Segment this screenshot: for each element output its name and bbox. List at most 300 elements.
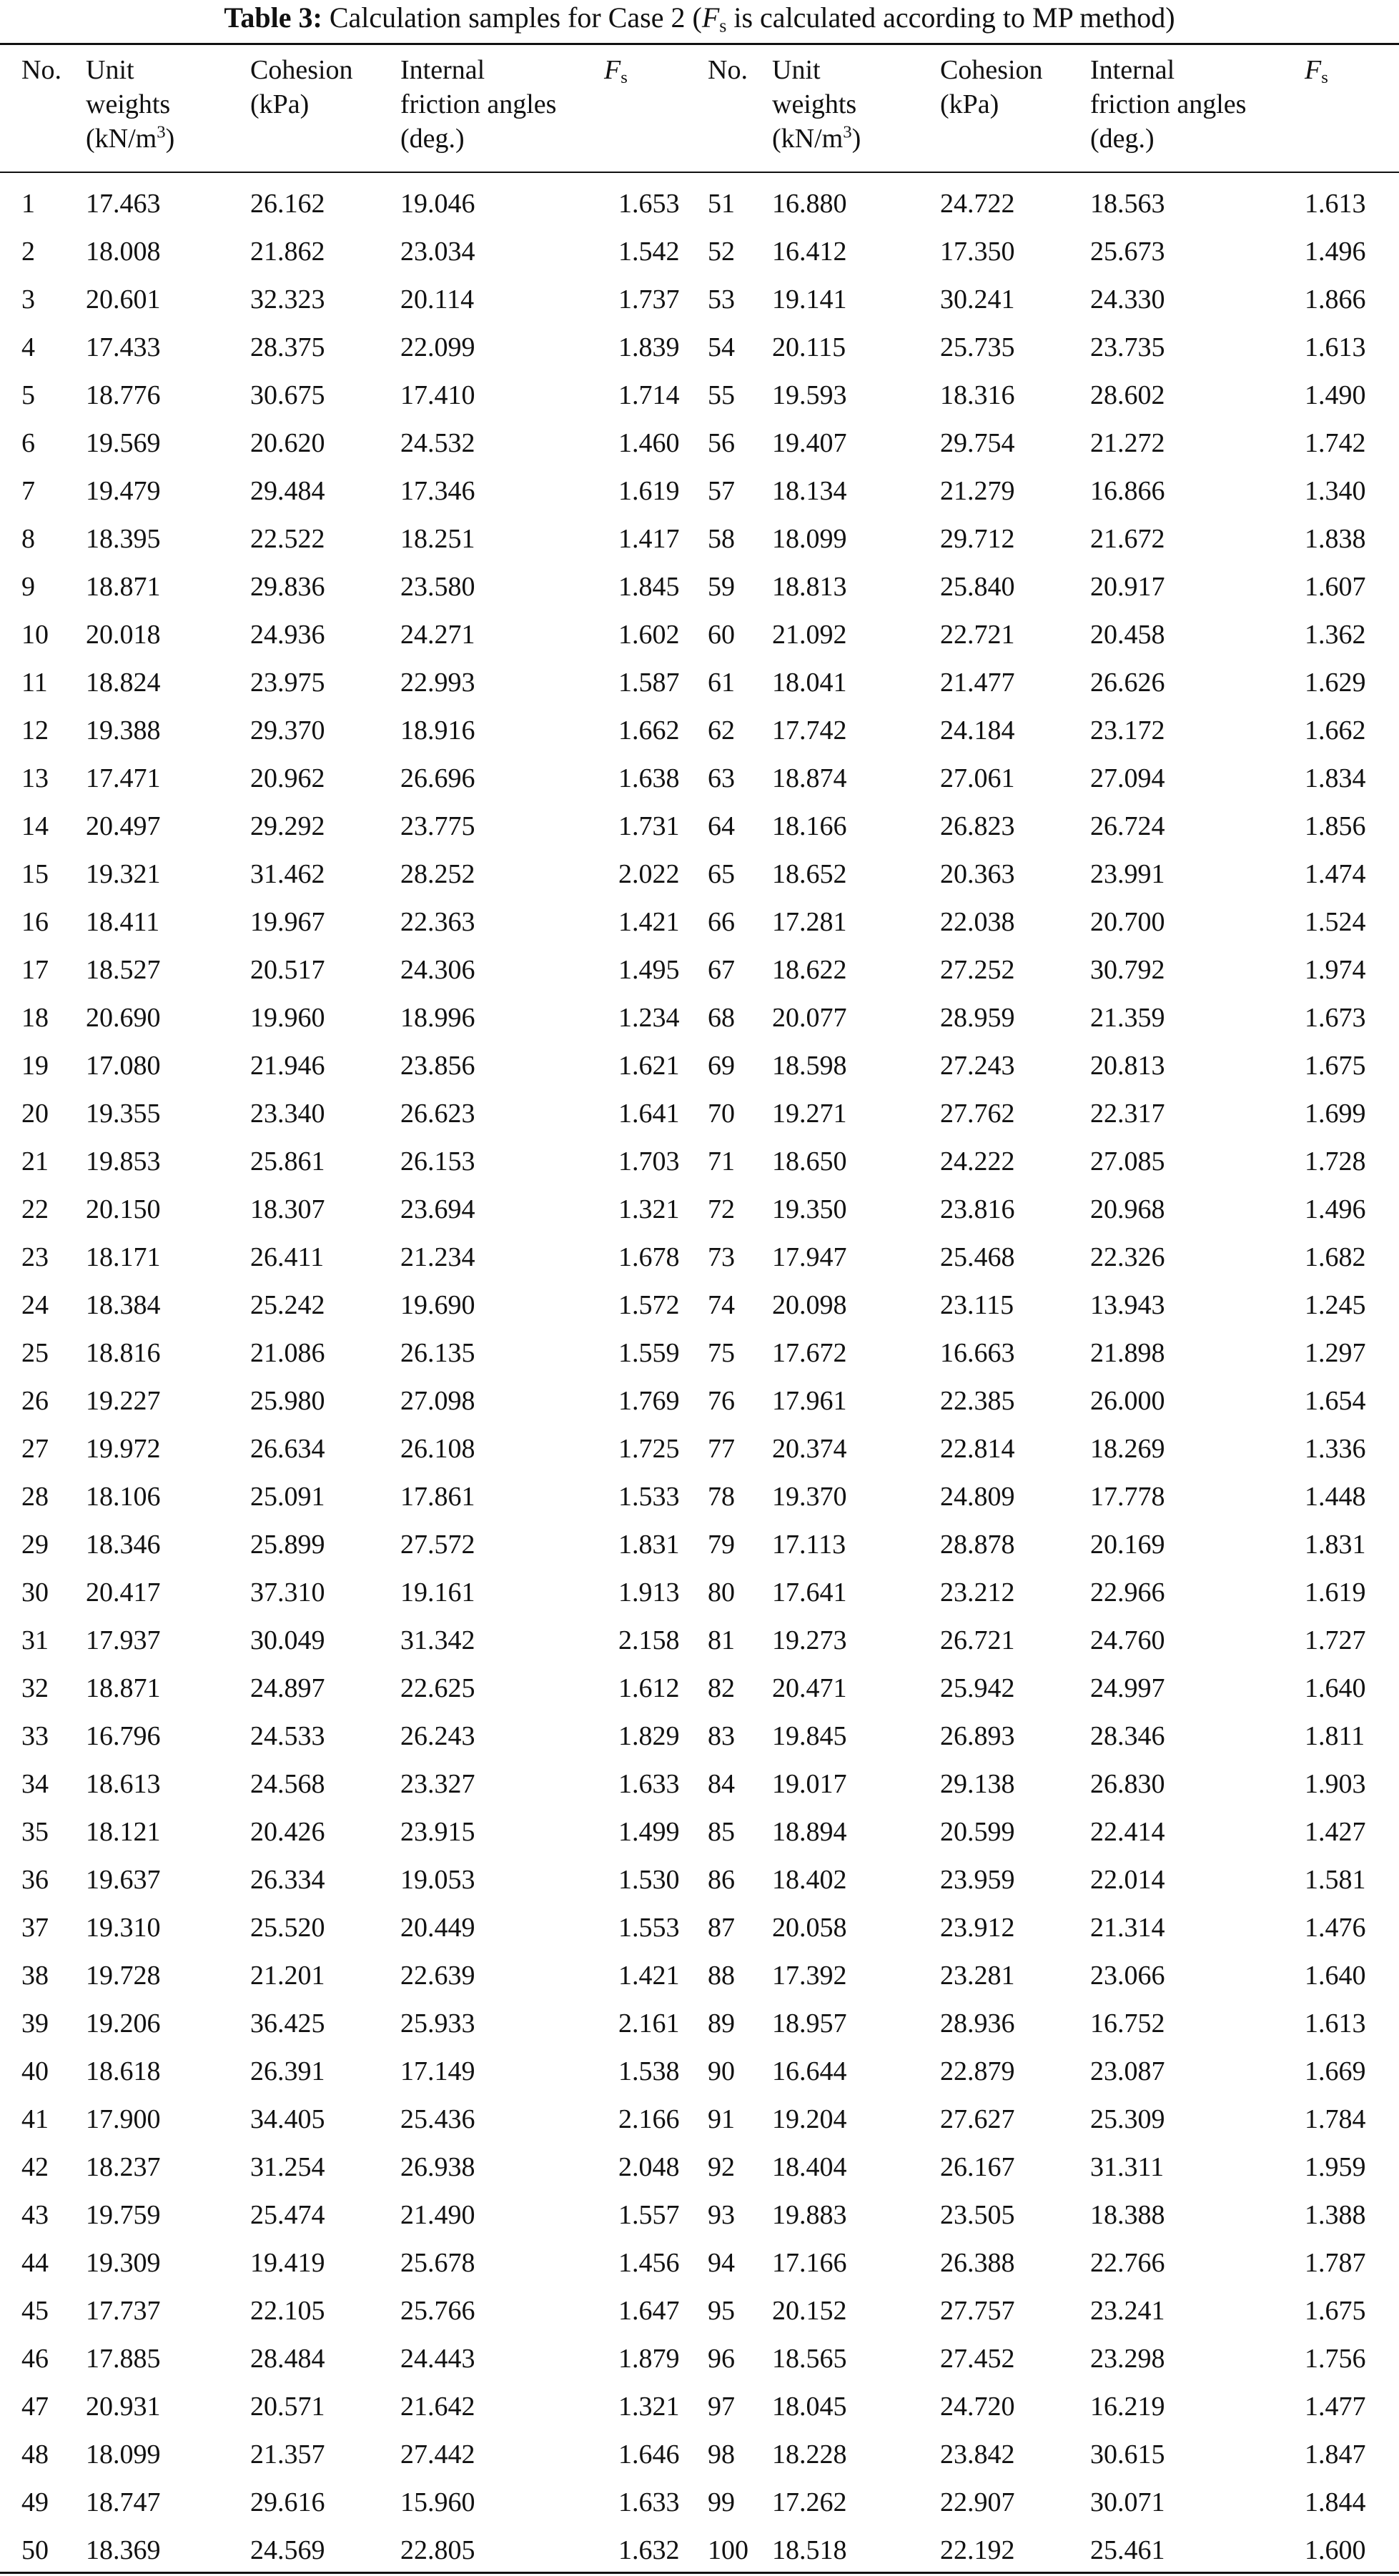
cell-fs: 1.477: [1305, 2392, 1366, 2422]
header-friction-right: [1090, 53, 1246, 156]
cell-fs: 1.234: [618, 1003, 680, 1033]
cell-no: 31: [21, 1625, 49, 1655]
cell-cohesion: 28.484: [250, 2344, 325, 2374]
cell-unit-weight: 18.622: [772, 955, 847, 985]
cell-fs: 1.602: [618, 620, 680, 650]
header-unit-weights-line1: Unit: [86, 55, 134, 85]
cell-cohesion: 36.425: [250, 2008, 325, 2038]
cell-fs: 1.727: [1305, 1625, 1366, 1655]
cell-cohesion: 29.754: [940, 428, 1015, 458]
cell-no: 35: [21, 1817, 49, 1847]
table-row: [0, 2144, 1399, 2191]
cell-fs: 1.613: [1305, 2008, 1366, 2038]
cell-fs: 1.913: [618, 1577, 680, 1607]
cell-no: 79: [708, 1530, 735, 1560]
cell-no: 22: [21, 1194, 49, 1224]
table-row: [0, 1090, 1399, 1138]
cell-fs: 1.728: [1305, 1146, 1366, 1176]
table-row: [0, 180, 1399, 228]
cell-cohesion: 23.912: [940, 1913, 1015, 1943]
table-row: [0, 2096, 1399, 2144]
cell-cohesion: 24.222: [940, 1146, 1015, 1176]
cell-unit-weight: 18.957: [772, 2008, 847, 2038]
cell-unit-weight: 16.412: [772, 237, 847, 267]
cell-unit-weight: 18.776: [86, 380, 161, 410]
cell-cohesion: 21.201: [250, 1961, 325, 1991]
cell-cohesion: 22.721: [940, 620, 1015, 650]
cell-no: 94: [708, 2248, 735, 2278]
table-row: [0, 515, 1399, 563]
cell-friction-angle: 26.000: [1090, 1386, 1165, 1416]
cell-fs: 1.787: [1305, 2248, 1366, 2278]
cell-no: 39: [21, 2008, 49, 2038]
table-row: [0, 2431, 1399, 2479]
cell-friction-angle: 22.014: [1090, 1865, 1165, 1895]
cell-cohesion: 27.762: [940, 1099, 1015, 1129]
cell-fs: 1.607: [1305, 572, 1366, 602]
caption-label: Table 3:: [224, 1, 322, 34]
cell-cohesion: 25.520: [250, 1913, 325, 1943]
cell-cohesion: 26.823: [940, 811, 1015, 841]
cell-cohesion: 21.946: [250, 1051, 325, 1081]
table-row: [0, 563, 1399, 611]
cell-no: 7: [21, 476, 35, 506]
cell-no: 33: [21, 1721, 49, 1751]
cell-friction-angle: 25.933: [400, 2008, 475, 2038]
cell-cohesion: 26.391: [250, 2056, 325, 2086]
cell-cohesion: 20.571: [250, 2392, 325, 2422]
cell-unit-weight: 18.527: [86, 955, 161, 985]
cell-no: 10: [21, 620, 49, 650]
header-friction-line1: Internal: [400, 55, 485, 85]
header-unit-weights-line3: [772, 122, 861, 156]
header-fs-sub: s: [621, 68, 628, 88]
cell-friction-angle: 27.085: [1090, 1146, 1165, 1176]
table-row: [0, 803, 1399, 851]
cell-no: 73: [708, 1242, 735, 1272]
cell-friction-angle: 22.099: [400, 332, 475, 362]
cell-unit-weight: 18.871: [86, 1673, 161, 1703]
cell-unit-weight: 19.728: [86, 1961, 161, 1991]
cell-no: 37: [21, 1913, 49, 1943]
cell-fs: 1.421: [618, 1961, 680, 1991]
cell-unit-weight: 19.845: [772, 1721, 847, 1751]
cell-fs: 1.448: [1305, 1482, 1366, 1512]
header-fs-right: [1305, 53, 1328, 87]
table-row: [0, 1808, 1399, 1856]
cell-unit-weight: 18.894: [772, 1817, 847, 1847]
header-unit-weights-unit: (kN/m: [772, 124, 844, 154]
cell-cohesion: 24.809: [940, 1482, 1015, 1512]
table-row: [0, 1042, 1399, 1090]
cell-no: 13: [21, 763, 49, 793]
cell-no: 95: [708, 2296, 735, 2326]
cell-fs: 1.633: [618, 1769, 680, 1799]
cell-fs: 1.725: [618, 1434, 680, 1464]
cell-no: 91: [708, 2104, 735, 2134]
cell-friction-angle: 23.298: [1090, 2344, 1165, 2374]
cell-unit-weight: 16.796: [86, 1721, 161, 1751]
cell-no: 29: [21, 1530, 49, 1560]
cell-unit-weight: 19.204: [772, 2104, 847, 2134]
cell-no: 87: [708, 1913, 735, 1943]
cell-unit-weight: 18.813: [772, 572, 847, 602]
cell-friction-angle: 15.960: [400, 2487, 475, 2517]
cell-fs: 1.879: [618, 2344, 680, 2374]
cell-no: 55: [708, 380, 735, 410]
cell-fs: 1.587: [618, 668, 680, 698]
cell-unit-weight: 18.816: [86, 1338, 161, 1368]
cell-no: 14: [21, 811, 49, 841]
cell-friction-angle: 23.327: [400, 1769, 475, 1799]
cell-no: 46: [21, 2344, 49, 2374]
cell-no: 51: [708, 189, 735, 219]
cell-no: 23: [21, 1242, 49, 1272]
cell-cohesion: 28.878: [940, 1530, 1015, 1560]
cell-no: 8: [21, 524, 35, 554]
cell-no: 18: [21, 1003, 49, 1033]
cell-cohesion: 24.722: [940, 189, 1015, 219]
cell-fs: 1.838: [1305, 524, 1366, 554]
cell-friction-angle: 22.993: [400, 668, 475, 698]
cell-no: 70: [708, 1099, 735, 1129]
cell-fs: 1.844: [1305, 2487, 1366, 2517]
cell-unit-weight: 18.134: [772, 476, 847, 506]
cell-fs: 1.417: [618, 524, 680, 554]
cell-fs: 1.613: [1305, 332, 1366, 362]
cell-cohesion: 22.192: [940, 2535, 1015, 2565]
cell-unit-weight: 19.017: [772, 1769, 847, 1799]
header-unit-weights-sup: 3: [157, 122, 166, 142]
cell-unit-weight: 18.166: [772, 811, 847, 841]
cell-friction-angle: 23.915: [400, 1817, 475, 1847]
cell-friction-angle: 26.153: [400, 1146, 475, 1176]
cell-friction-angle: 25.436: [400, 2104, 475, 2134]
cell-cohesion: 29.484: [250, 476, 325, 506]
cell-fs: 1.619: [618, 476, 680, 506]
cell-fs: 1.427: [1305, 1817, 1366, 1847]
caption-text-before: Calculation samples for Case 2 (: [329, 1, 702, 34]
cell-unit-weight: 18.041: [772, 668, 847, 698]
cell-fs: 1.559: [618, 1338, 680, 1368]
table-row: [0, 898, 1399, 946]
cell-no: 89: [708, 2008, 735, 2038]
cell-cohesion: 23.975: [250, 668, 325, 698]
cell-cohesion: 31.254: [250, 2152, 325, 2182]
cell-friction-angle: 16.752: [1090, 2008, 1165, 2038]
cell-unit-weight: 20.690: [86, 1003, 161, 1033]
cell-no: 62: [708, 715, 735, 745]
table-row: [0, 1617, 1399, 1665]
cell-unit-weight: 20.931: [86, 2392, 161, 2422]
cell-friction-angle: 18.269: [1090, 1434, 1165, 1464]
cell-unit-weight: 17.262: [772, 2487, 847, 2517]
cell-unit-weight: 16.644: [772, 2056, 847, 2086]
cell-no: 34: [21, 1769, 49, 1799]
table-row: [0, 1186, 1399, 1234]
cell-friction-angle: 17.346: [400, 476, 475, 506]
table-row: [0, 2239, 1399, 2287]
cell-fs: 1.619: [1305, 1577, 1366, 1607]
cell-no: 74: [708, 1290, 735, 1320]
cell-cohesion: 30.049: [250, 1625, 325, 1655]
cell-no: 67: [708, 955, 735, 985]
cell-no: 24: [21, 1290, 49, 1320]
cell-friction-angle: 26.626: [1090, 668, 1165, 698]
cell-cohesion: 28.959: [940, 1003, 1015, 1033]
cell-cohesion: 24.720: [940, 2392, 1015, 2422]
cell-unit-weight: 18.618: [86, 2056, 161, 2086]
cell-friction-angle: 31.342: [400, 1625, 475, 1655]
table-row: [0, 467, 1399, 515]
cell-no: 56: [708, 428, 735, 458]
cell-cohesion: 25.840: [940, 572, 1015, 602]
cell-unit-weight: 17.737: [86, 2296, 161, 2326]
cell-unit-weight: 20.497: [86, 811, 161, 841]
cell-friction-angle: 22.414: [1090, 1817, 1165, 1847]
cell-unit-weight: 19.141: [772, 284, 847, 314]
cell-friction-angle: 23.775: [400, 811, 475, 841]
cell-unit-weight: 20.374: [772, 1434, 847, 1464]
cell-cohesion: 16.663: [940, 1338, 1015, 1368]
cell-cohesion: 23.959: [940, 1865, 1015, 1895]
cell-fs: 1.769: [618, 1386, 680, 1416]
cell-friction-angle: 30.071: [1090, 2487, 1165, 2517]
cell-unit-weight: 19.321: [86, 859, 161, 889]
cell-fs: 1.533: [618, 1482, 680, 1512]
table-row: [0, 1952, 1399, 2000]
cell-cohesion: 23.340: [250, 1099, 325, 1129]
cell-no: 11: [21, 668, 48, 698]
table-row: [0, 659, 1399, 707]
table-row: [0, 228, 1399, 276]
cell-no: 86: [708, 1865, 735, 1895]
cell-friction-angle: 23.172: [1090, 715, 1165, 745]
cell-cohesion: 24.569: [250, 2535, 325, 2565]
header-no-text: No.: [708, 55, 748, 85]
cell-no: 20: [21, 1099, 49, 1129]
cell-fs: 1.538: [618, 2056, 680, 2086]
cell-unit-weight: 17.885: [86, 2344, 161, 2374]
cell-unit-weight: 17.080: [86, 1051, 161, 1081]
cell-cohesion: 23.505: [940, 2200, 1015, 2230]
cell-friction-angle: 23.066: [1090, 1961, 1165, 1991]
cell-no: 61: [708, 668, 735, 698]
cell-no: 26: [21, 1386, 49, 1416]
header-no-left: [21, 53, 61, 87]
table-row: [0, 1904, 1399, 1952]
cell-fs: 1.572: [618, 1290, 680, 1320]
cell-friction-angle: 23.735: [1090, 332, 1165, 362]
cell-unit-weight: 18.747: [86, 2487, 161, 2517]
cell-unit-weight: 17.433: [86, 332, 161, 362]
cell-unit-weight: 19.759: [86, 2200, 161, 2230]
cell-no: 16: [21, 907, 49, 937]
cell-friction-angle: 20.449: [400, 1913, 475, 1943]
cell-fs: 1.638: [618, 763, 680, 793]
header-unit-weights-unit: (kN/m: [86, 124, 157, 154]
cell-no: 76: [708, 1386, 735, 1416]
cell-unit-weight: 17.947: [772, 1242, 847, 1272]
cell-fs: 1.336: [1305, 1434, 1366, 1464]
cell-no: 17: [21, 955, 49, 985]
cell-fs: 1.613: [1305, 189, 1366, 219]
cell-no: 84: [708, 1769, 735, 1799]
cell-cohesion: 29.370: [250, 715, 325, 745]
cell-unit-weight: 19.593: [772, 380, 847, 410]
cell-unit-weight: 18.384: [86, 1290, 161, 1320]
cell-unit-weight: 18.613: [86, 1769, 161, 1799]
cell-fs: 1.553: [618, 1913, 680, 1943]
header-fs-symbol: F: [604, 55, 621, 85]
cell-fs: 1.632: [618, 2535, 680, 2565]
cell-friction-angle: 23.241: [1090, 2296, 1165, 2326]
cell-fs: 1.653: [618, 189, 680, 219]
cell-friction-angle: 27.442: [400, 2439, 475, 2470]
cell-fs: 1.834: [1305, 763, 1366, 793]
cell-fs: 1.866: [1305, 284, 1366, 314]
cell-friction-angle: 24.760: [1090, 1625, 1165, 1655]
cell-fs: 1.714: [618, 380, 680, 410]
cell-fs: 1.703: [618, 1146, 680, 1176]
cell-friction-angle: 23.580: [400, 572, 475, 602]
cell-friction-angle: 23.694: [400, 1194, 475, 1224]
header-friction-line2: friction angles: [400, 89, 557, 119]
cell-cohesion: 19.960: [250, 1003, 325, 1033]
cell-cohesion: 22.907: [940, 2487, 1015, 2517]
table-row: [0, 2287, 1399, 2335]
cell-friction-angle: 25.461: [1090, 2535, 1165, 2565]
cell-cohesion: 29.712: [940, 524, 1015, 554]
cell-fs: 1.737: [618, 284, 680, 314]
cell-fs: 1.362: [1305, 620, 1366, 650]
cell-cohesion: 25.474: [250, 2200, 325, 2230]
cell-friction-angle: 26.243: [400, 1721, 475, 1751]
cell-fs: 1.612: [618, 1673, 680, 1703]
cell-no: 77: [708, 1434, 735, 1464]
cell-cohesion: 20.363: [940, 859, 1015, 889]
cell-friction-angle: 26.623: [400, 1099, 475, 1129]
cell-friction-angle: 28.602: [1090, 380, 1165, 410]
cell-fs: 1.673: [1305, 1003, 1366, 1033]
cell-friction-angle: 22.625: [400, 1673, 475, 1703]
cell-unit-weight: 18.346: [86, 1530, 161, 1560]
caption-text-after: is calculated according to MP method): [726, 1, 1175, 34]
cell-unit-weight: 17.742: [772, 715, 847, 745]
cell-fs: 1.845: [618, 572, 680, 602]
cell-fs: 1.647: [618, 2296, 680, 2326]
cell-unit-weight: 19.479: [86, 476, 161, 506]
cell-unit-weight: 19.388: [86, 715, 161, 745]
cell-friction-angle: 25.309: [1090, 2104, 1165, 2134]
cell-no: 58: [708, 524, 735, 554]
header-no-text: No.: [21, 55, 61, 85]
cell-cohesion: 27.452: [940, 2344, 1015, 2374]
table-row: [0, 2383, 1399, 2431]
cell-unit-weight: 18.411: [86, 907, 160, 937]
cell-cohesion: 17.350: [940, 237, 1015, 267]
cell-friction-angle: 23.856: [400, 1051, 475, 1081]
cell-cohesion: 23.212: [940, 1577, 1015, 1607]
cell-cohesion: 29.836: [250, 572, 325, 602]
cell-no: 48: [21, 2439, 49, 2470]
cell-friction-angle: 25.678: [400, 2248, 475, 2278]
cell-fs: 1.699: [1305, 1099, 1366, 1129]
header-friction-left: [400, 53, 556, 156]
cell-no: 64: [708, 811, 735, 841]
table-row: [0, 1760, 1399, 1808]
cell-cohesion: 22.038: [940, 907, 1015, 937]
cell-friction-angle: 18.996: [400, 1003, 475, 1033]
cell-friction-angle: 20.700: [1090, 907, 1165, 937]
table-row: [0, 851, 1399, 898]
cell-no: 83: [708, 1721, 735, 1751]
cell-friction-angle: 19.161: [400, 1577, 475, 1607]
cell-no: 60: [708, 620, 735, 650]
cell-friction-angle: 24.330: [1090, 284, 1165, 314]
cell-cohesion: 20.599: [940, 1817, 1015, 1847]
cell-cohesion: 29.138: [940, 1769, 1015, 1799]
cell-cohesion: 27.757: [940, 2296, 1015, 2326]
cell-friction-angle: 23.034: [400, 237, 475, 267]
cell-no: 52: [708, 237, 735, 267]
cell-cohesion: 26.721: [940, 1625, 1015, 1655]
cell-no: 90: [708, 2056, 735, 2086]
cell-friction-angle: 22.766: [1090, 2248, 1165, 2278]
table-row: [0, 611, 1399, 659]
cell-fs: 1.641: [618, 1099, 680, 1129]
cell-no: 43: [21, 2200, 49, 2230]
cell-unit-weight: 18.228: [772, 2439, 847, 2470]
cell-no: 93: [708, 2200, 735, 2230]
cell-friction-angle: 21.490: [400, 2200, 475, 2230]
cell-fs: 1.456: [618, 2248, 680, 2278]
cell-friction-angle: 18.251: [400, 524, 475, 554]
cell-cohesion: 21.279: [940, 476, 1015, 506]
cell-friction-angle: 21.234: [400, 1242, 475, 1272]
cell-unit-weight: 18.369: [86, 2535, 161, 2565]
cell-cohesion: 23.281: [940, 1961, 1015, 1991]
cell-friction-angle: 18.563: [1090, 189, 1165, 219]
cell-no: 63: [708, 763, 735, 793]
cell-friction-angle: 19.053: [400, 1865, 475, 1895]
cell-cohesion: 20.620: [250, 428, 325, 458]
cell-friction-angle: 27.572: [400, 1530, 475, 1560]
cell-no: 2: [21, 237, 35, 267]
header-fs-sub: s: [1321, 68, 1328, 88]
cell-no: 12: [21, 715, 49, 745]
cell-friction-angle: 18.388: [1090, 2200, 1165, 2230]
cell-friction-angle: 20.813: [1090, 1051, 1165, 1081]
cell-fs: 1.903: [1305, 1769, 1366, 1799]
cell-unit-weight: 19.407: [772, 428, 847, 458]
cell-no: 27: [21, 1434, 49, 1464]
cell-cohesion: 27.627: [940, 2104, 1015, 2134]
cell-friction-angle: 22.363: [400, 907, 475, 937]
cell-friction-angle: 16.219: [1090, 2392, 1165, 2422]
cell-friction-angle: 23.087: [1090, 2056, 1165, 2086]
cell-no: 85: [708, 1817, 735, 1847]
cell-cohesion: 18.307: [250, 1194, 325, 1224]
cell-fs: 1.421: [618, 907, 680, 937]
cell-friction-angle: 30.615: [1090, 2439, 1165, 2470]
header-cohesion-left: [250, 53, 353, 122]
header-friction-line3: (deg.): [1090, 124, 1155, 154]
cell-no: 21: [21, 1146, 49, 1176]
table-row: [0, 2479, 1399, 2527]
cell-unit-weight: 19.310: [86, 1913, 161, 1943]
cell-unit-weight: 19.637: [86, 1865, 161, 1895]
